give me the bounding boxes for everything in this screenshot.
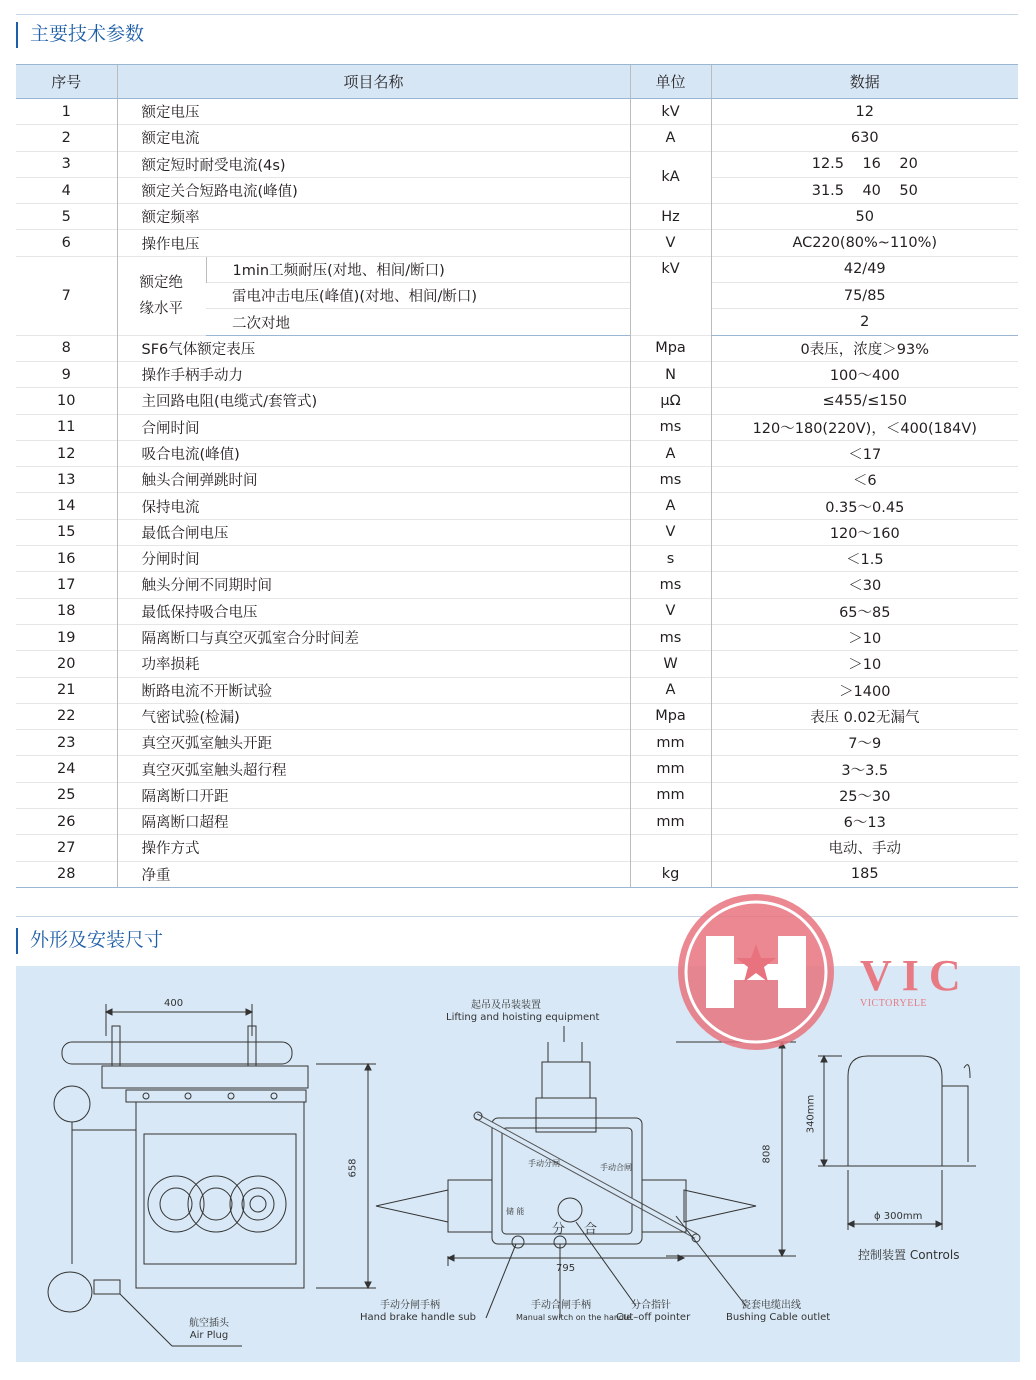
row-value: 2: [711, 309, 1018, 335]
row-name: SF6气体额定表压: [117, 335, 630, 361]
hand-brake-leader: [486, 1244, 516, 1318]
row-name: 断路电流不开断试验: [117, 677, 630, 703]
row-no: 13: [16, 467, 117, 493]
row-no: 24: [16, 756, 117, 782]
row-name: 操作手柄手动力: [117, 361, 630, 387]
table-row: [16, 809, 1018, 835]
table-row: [16, 467, 1018, 493]
row-unit: Hz: [630, 204, 711, 230]
left-enclosure: [136, 1102, 304, 1288]
header-name: 项目名称: [117, 65, 630, 99]
left-top-plate: [126, 1090, 306, 1102]
table-row: [16, 677, 1018, 703]
controls-body: [848, 1056, 942, 1166]
row-no: 20: [16, 651, 117, 677]
row-no: 19: [16, 624, 117, 650]
row-no: 9: [16, 361, 117, 387]
row-no: 25: [16, 782, 117, 808]
header-value: 数据: [711, 65, 1018, 99]
row-unit: V: [630, 230, 711, 256]
row-sub-name: 雷电冲击电压(峰值)(对地、相间/断口): [206, 283, 630, 309]
mid-pointer: [558, 1198, 582, 1222]
table-row: [16, 493, 1018, 519]
row-name: 功率损耗: [117, 651, 630, 677]
table-row: [16, 204, 1018, 230]
row-value: ＜6: [711, 467, 1018, 493]
table-row: [16, 361, 1018, 387]
row-no: 7: [16, 256, 117, 335]
row-no: 15: [16, 519, 117, 545]
row-value: ＞10: [711, 651, 1018, 677]
row-name: 最低合闸电压: [117, 519, 630, 545]
row-no: 14: [16, 493, 117, 519]
row-value: ＜1.5: [711, 546, 1018, 572]
row-unit: kV: [630, 256, 711, 335]
group-label-line2: 缘水平: [139, 300, 183, 317]
table-row: [16, 99, 1018, 125]
row-value: 120～160: [711, 519, 1018, 545]
manual-switch-en: Manual switch on the handle: [516, 1313, 632, 1322]
table-row: [16, 414, 1018, 440]
air-plug-cn: 航空插头: [189, 1318, 229, 1329]
left-bushing-2: [188, 1176, 244, 1232]
row-value: 50: [711, 204, 1018, 230]
row-value: 75/85: [711, 283, 1018, 309]
row-no: 26: [16, 809, 117, 835]
mid-bushing-left: [376, 1190, 448, 1222]
dim-label-300: ϕ 300mm: [874, 1211, 923, 1222]
table-row: [16, 388, 1018, 414]
table-row: [16, 177, 1018, 203]
left-handle-knob-bottom: [48, 1272, 92, 1312]
row-unit: mm: [630, 730, 711, 756]
header-unit: 单位: [630, 65, 711, 99]
row-unit: mm: [630, 782, 711, 808]
section-title-specs: 主要技术参数: [16, 22, 144, 48]
row-unit: W: [630, 651, 711, 677]
row-unit: mm: [630, 809, 711, 835]
row-name: 真空灭弧室触头开距: [117, 730, 630, 756]
row-unit: V: [630, 598, 711, 624]
row-no: 18: [16, 598, 117, 624]
hand-brake-en: Hand brake handle sub: [360, 1312, 477, 1323]
row-unit: A: [630, 440, 711, 466]
table-row: [16, 440, 1018, 466]
brand-logo-icon: [676, 892, 836, 1052]
row-value: 25～30: [711, 782, 1018, 808]
row-value: 6～13: [711, 809, 1018, 835]
row-no: 21: [16, 677, 117, 703]
table-row: [16, 756, 1018, 782]
row-no: 17: [16, 572, 117, 598]
table-row: [16, 151, 1018, 177]
table-row: [16, 703, 1018, 729]
row-name: 吸合电流(峰值): [117, 440, 630, 466]
table-row: [16, 598, 1018, 624]
row-no: 5: [16, 204, 117, 230]
bushing-leader: [676, 1216, 746, 1306]
dim-label-400: 400: [164, 998, 184, 1009]
row-name: 操作方式: [117, 835, 630, 861]
row-value: 0.35～0.45: [711, 493, 1018, 519]
row-name: 隔离断口超程: [117, 809, 630, 835]
dim-label-808: 808: [761, 1144, 773, 1164]
row-unit: ms: [630, 467, 711, 493]
row-name: 操作电压: [117, 230, 630, 256]
row-no: 22: [16, 703, 117, 729]
row-unit: mm: [630, 756, 711, 782]
hand-brake-cn: 手动分闸手柄: [380, 1300, 440, 1311]
row-name: 真空灭弧室触头超行程: [117, 756, 630, 782]
row-value: ＞10: [711, 624, 1018, 650]
cutoff-label: [616, 1300, 691, 1324]
row-name: 额定关合短路电流(峰值): [117, 177, 630, 203]
row-no: 2: [16, 125, 117, 151]
table-row: [16, 335, 1018, 361]
mid-lift-top: [542, 1062, 590, 1098]
row-name: 隔离断口开距: [117, 782, 630, 808]
row-name: 主回路电阻(电缆式/套管式): [117, 388, 630, 414]
table-header-row: [16, 65, 1018, 99]
table-row: [16, 782, 1018, 808]
row-name: 额定电流: [117, 125, 630, 151]
left-handle-knob-top: [54, 1086, 90, 1122]
row-name: 净重: [117, 861, 630, 887]
panel-close-glyph: 合: [584, 1222, 598, 1237]
brand-subtitle: VICTORYELE: [860, 998, 928, 1009]
air-plug-en: Air Plug: [189, 1330, 229, 1341]
row-value: 电动、手动: [711, 835, 1018, 861]
air-plug-box: [94, 1280, 120, 1294]
row-unit: ms: [630, 414, 711, 440]
row-unit: ms: [630, 624, 711, 650]
row-value: 65～85: [711, 598, 1018, 624]
row-value: ＜17: [711, 440, 1018, 466]
row-name: 额定电压: [117, 99, 630, 125]
row-value: 表压 0.02无漏气: [711, 703, 1018, 729]
row-unit: A: [630, 677, 711, 703]
section-top-rule: [16, 14, 1018, 15]
section-title-dimensions: 外形及安装尺寸: [16, 928, 163, 954]
manual-switch-label: [516, 1300, 632, 1324]
row-name: 保持电流: [117, 493, 630, 519]
row-value: 7～9: [711, 730, 1018, 756]
row-value: 12.5 16 20: [711, 151, 1018, 177]
row-no: 12: [16, 440, 117, 466]
row-no: 27: [16, 835, 117, 861]
row-value: 120～180(220V)，＜400(184V): [711, 414, 1018, 440]
dim-label-658: 658: [347, 1158, 359, 1178]
row-unit: Mpa: [630, 335, 711, 361]
row-name: 隔离断口与真空灭弧室合分时间差: [117, 624, 630, 650]
table-row: [16, 572, 1018, 598]
row-unit: Mpa: [630, 703, 711, 729]
bushing-cn: 瓷套电缆出线: [741, 1300, 801, 1311]
left-bushing-3: [230, 1176, 286, 1232]
dimension-drawing: [16, 966, 1020, 1362]
row-no: 23: [16, 730, 117, 756]
lifting-cn: 起吊及吊装装置: [471, 1000, 541, 1011]
cutoff-en: Cut–off pointer: [616, 1312, 691, 1323]
row-unit: V: [630, 519, 711, 545]
row-name: 触头合闸弹跳时间: [117, 467, 630, 493]
row-no: 6: [16, 230, 117, 256]
mid-bushing-right: [684, 1190, 756, 1222]
cutoff-cn: 分合指针: [631, 1300, 671, 1311]
dim-label-795: 795: [556, 1263, 576, 1274]
controls-caption: 控制装置 Controls: [858, 1248, 960, 1262]
table-row: [16, 730, 1018, 756]
bushing-en: Bushing Cable outlet: [726, 1312, 831, 1323]
table-row: [16, 651, 1018, 677]
row-unit: A: [630, 493, 711, 519]
row-value: AC220(80%~110%): [711, 230, 1018, 256]
section-divider: [16, 916, 1018, 917]
row-value: ≤455/≤150: [711, 388, 1018, 414]
row-unit: kV: [630, 99, 711, 125]
row-no: 10: [16, 388, 117, 414]
row-value: 3～3.5: [711, 756, 1018, 782]
left-top-pipe: [62, 1042, 292, 1064]
row-name: 最低保持吸合电压: [117, 598, 630, 624]
bushing-label: [726, 1300, 831, 1324]
air-plug-label: [176, 1318, 242, 1342]
row-value: 0表压，浓度＞93%: [711, 335, 1018, 361]
row-name: 合闸时间: [117, 414, 630, 440]
lifting-label: [446, 1000, 600, 1024]
row-no: 28: [16, 861, 117, 887]
table-row: [16, 125, 1018, 151]
left-mount-bracket: [102, 1066, 308, 1088]
table-row: [16, 230, 1018, 256]
row-value: 31.5 40 50: [711, 177, 1018, 203]
row-value: 630: [711, 125, 1018, 151]
row-name: 分闸时间: [117, 546, 630, 572]
manual-switch-cn: 手动合闸手柄: [531, 1300, 591, 1311]
brand-letters: VIC: [860, 951, 971, 1000]
row-value: ＜30: [711, 572, 1018, 598]
row-unit: kA: [630, 151, 711, 204]
row-value: 12: [711, 99, 1018, 125]
table-row: [16, 624, 1018, 650]
table-row: [16, 861, 1018, 887]
panel-open-glyph: 分: [552, 1222, 566, 1237]
row-no: 1: [16, 99, 117, 125]
row-unit: μΩ: [630, 388, 711, 414]
row-unit: [630, 835, 711, 861]
panel-open-label: 手动分闸: [528, 1159, 560, 1168]
row-value: 185: [711, 861, 1018, 887]
row-name: 额定短时耐受电流(4s): [117, 151, 630, 177]
panel-stored-label: 储 能: [506, 1207, 525, 1216]
row-no: 16: [16, 546, 117, 572]
mid-lift-frame: [536, 1098, 596, 1132]
row-value: 100～400: [711, 361, 1018, 387]
row-sub-name: 1min工频耐压(对地、相间/断口): [206, 256, 630, 282]
row-unit: ms: [630, 572, 711, 598]
group-label-line1: 额定绝: [139, 274, 183, 291]
table-row: [16, 256, 1018, 282]
hand-brake-label: [360, 1300, 477, 1324]
table-row: [16, 546, 1018, 572]
row-unit: N: [630, 361, 711, 387]
lifting-en: Lifting and hoisting equipment: [446, 1012, 600, 1023]
row-unit: kg: [630, 861, 711, 887]
row-no: 3: [16, 151, 117, 177]
row-value: 42/49: [711, 256, 1018, 282]
row-unit: s: [630, 546, 711, 572]
panel-close-label: 手动合闸: [600, 1163, 632, 1172]
row-no: 8: [16, 335, 117, 361]
dim-label-340: 340mm: [805, 1094, 817, 1134]
row-name: 气密试验(检漏): [117, 703, 630, 729]
row-no: 11: [16, 414, 117, 440]
table-row: [16, 835, 1018, 861]
row-unit: A: [630, 125, 711, 151]
row-group-label: [117, 256, 206, 335]
mid-insulator-left: [448, 1180, 492, 1232]
row-sub-name: 二次对地: [206, 309, 630, 335]
row-name: 额定频率: [117, 204, 630, 230]
left-bolt-1: [112, 1026, 120, 1066]
row-value: ＞1400: [711, 677, 1018, 703]
table-row: [16, 519, 1018, 545]
spec-table: [16, 64, 1018, 888]
row-name: 触头分闸不同期时间: [117, 572, 630, 598]
air-plug-leader: [120, 1294, 172, 1346]
header-no: 序号: [16, 65, 117, 99]
row-no: 4: [16, 177, 117, 203]
